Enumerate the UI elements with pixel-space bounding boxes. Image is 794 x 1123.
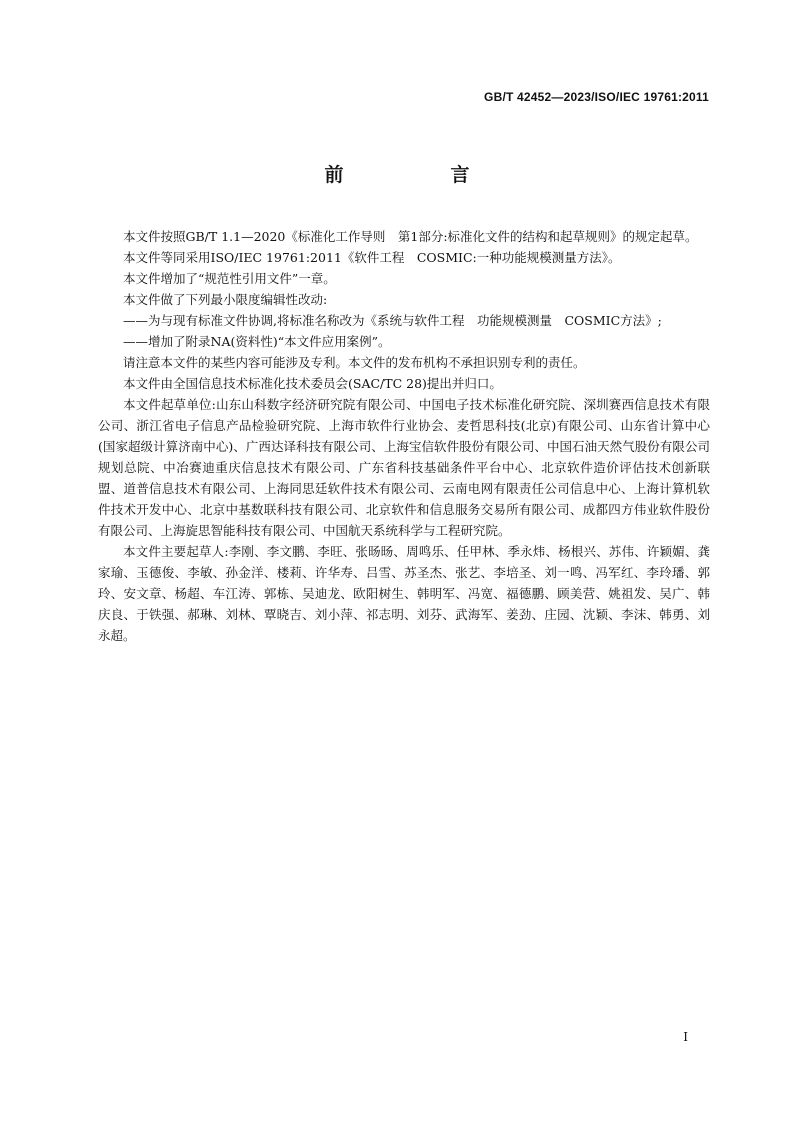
paragraph-normative-references: 本文件增加了“规范性引用文件”一章。: [123, 271, 336, 286]
list-item-title-change: ——为与现有标准文件协调,将标准名称改为《系统与软件工程 功能规模测量 COSMIC方法》;: [123, 313, 662, 328]
standard-number-header: GB/T 42452—2023/ISO/IEC 19761:2011: [484, 90, 709, 104]
paragraph-adoption: 本文件等同采用ISO/IEC 19761:2011《软件工程 COSMIC:一种功能规模测量方法》。: [123, 250, 621, 265]
foreword-body: [98, 226, 710, 646]
list-item-annex-na: ——增加了附录NA(资料性)“本文件应用案例”。: [123, 334, 391, 349]
paragraph-proposer: 本文件由全国信息技术标准化技术委员会(SAC/TC 28)提出并归口。: [123, 376, 502, 391]
page-number: I: [683, 1030, 688, 1044]
paragraph-drafting-rules: 本文件按照GB/T 1.1—2020《标准化工作导则 第1部分:标准化文件的结构和起草规则》的规定起草。: [123, 229, 698, 244]
paragraph-drafters: 本文件主要起草人:李刚、李文鹏、李旺、张旸旸、周鸣乐、任甲林、季永炜、杨根兴、苏伟、许颖媚、龚家瑜、玉德俊、李敏、孙金洋、楼莉、许华寿、吕雪、苏圣杰、张艺、李培圣、刘一鸣、冯军红、李玲璠、郭玲、安文章、杨超、车江涛、郭栋、吴迪龙、欧阳树生、韩明军、冯宽、福德鹏、顾美营、姚祖发、吴广、韩庆良、于铁强、郝琳、刘林、覃晓吉、刘小萍、祁志明、刘芬、武海军、姜劲、庄园、沈颖、李沫、韩勇、刘永超。: [98, 544, 710, 643]
page-title: 前 言: [324, 164, 514, 186]
paragraph-editorial-changes: 本文件做了下列最小限度编辑性改动:: [123, 292, 328, 307]
paragraph-drafting-organizations: 本文件起草单位:山东山科数字经济研究院有限公司、中国电子技术标准化研究院、深圳赛西信息技术有限公司、浙江省电子信息产品检验研究院、上海市软件行业协会、麦哲思科技(北京)有限公司、山东省计算中心(国家超级计算济南中心)、广西达译科技有限公司、上海宝信软件股份有限公司、中国石油天然气股份有限公司规划总院、中冶赛迪重庆信息技术有限公司、广东省科技基础条件平台中心、北京软件造价评估技术创新联盟、道普信息技术有限公司、上海同思廷软件技术有限公司、云南电网有限责任公司信息中心、上海计算机软件技术开发中心、北京中基数联科技有限公司、北京软件和信息服务交易所有限公司、成都四方伟业软件股份有限公司、上海旋思智能科技有限公司、中国航天系统科学与工程研究院。: [98, 397, 710, 538]
paragraph-patent-notice: 请注意本文件的某些内容可能涉及专利。本文件的发布机构不承担识别专利的责任。: [123, 355, 586, 370]
